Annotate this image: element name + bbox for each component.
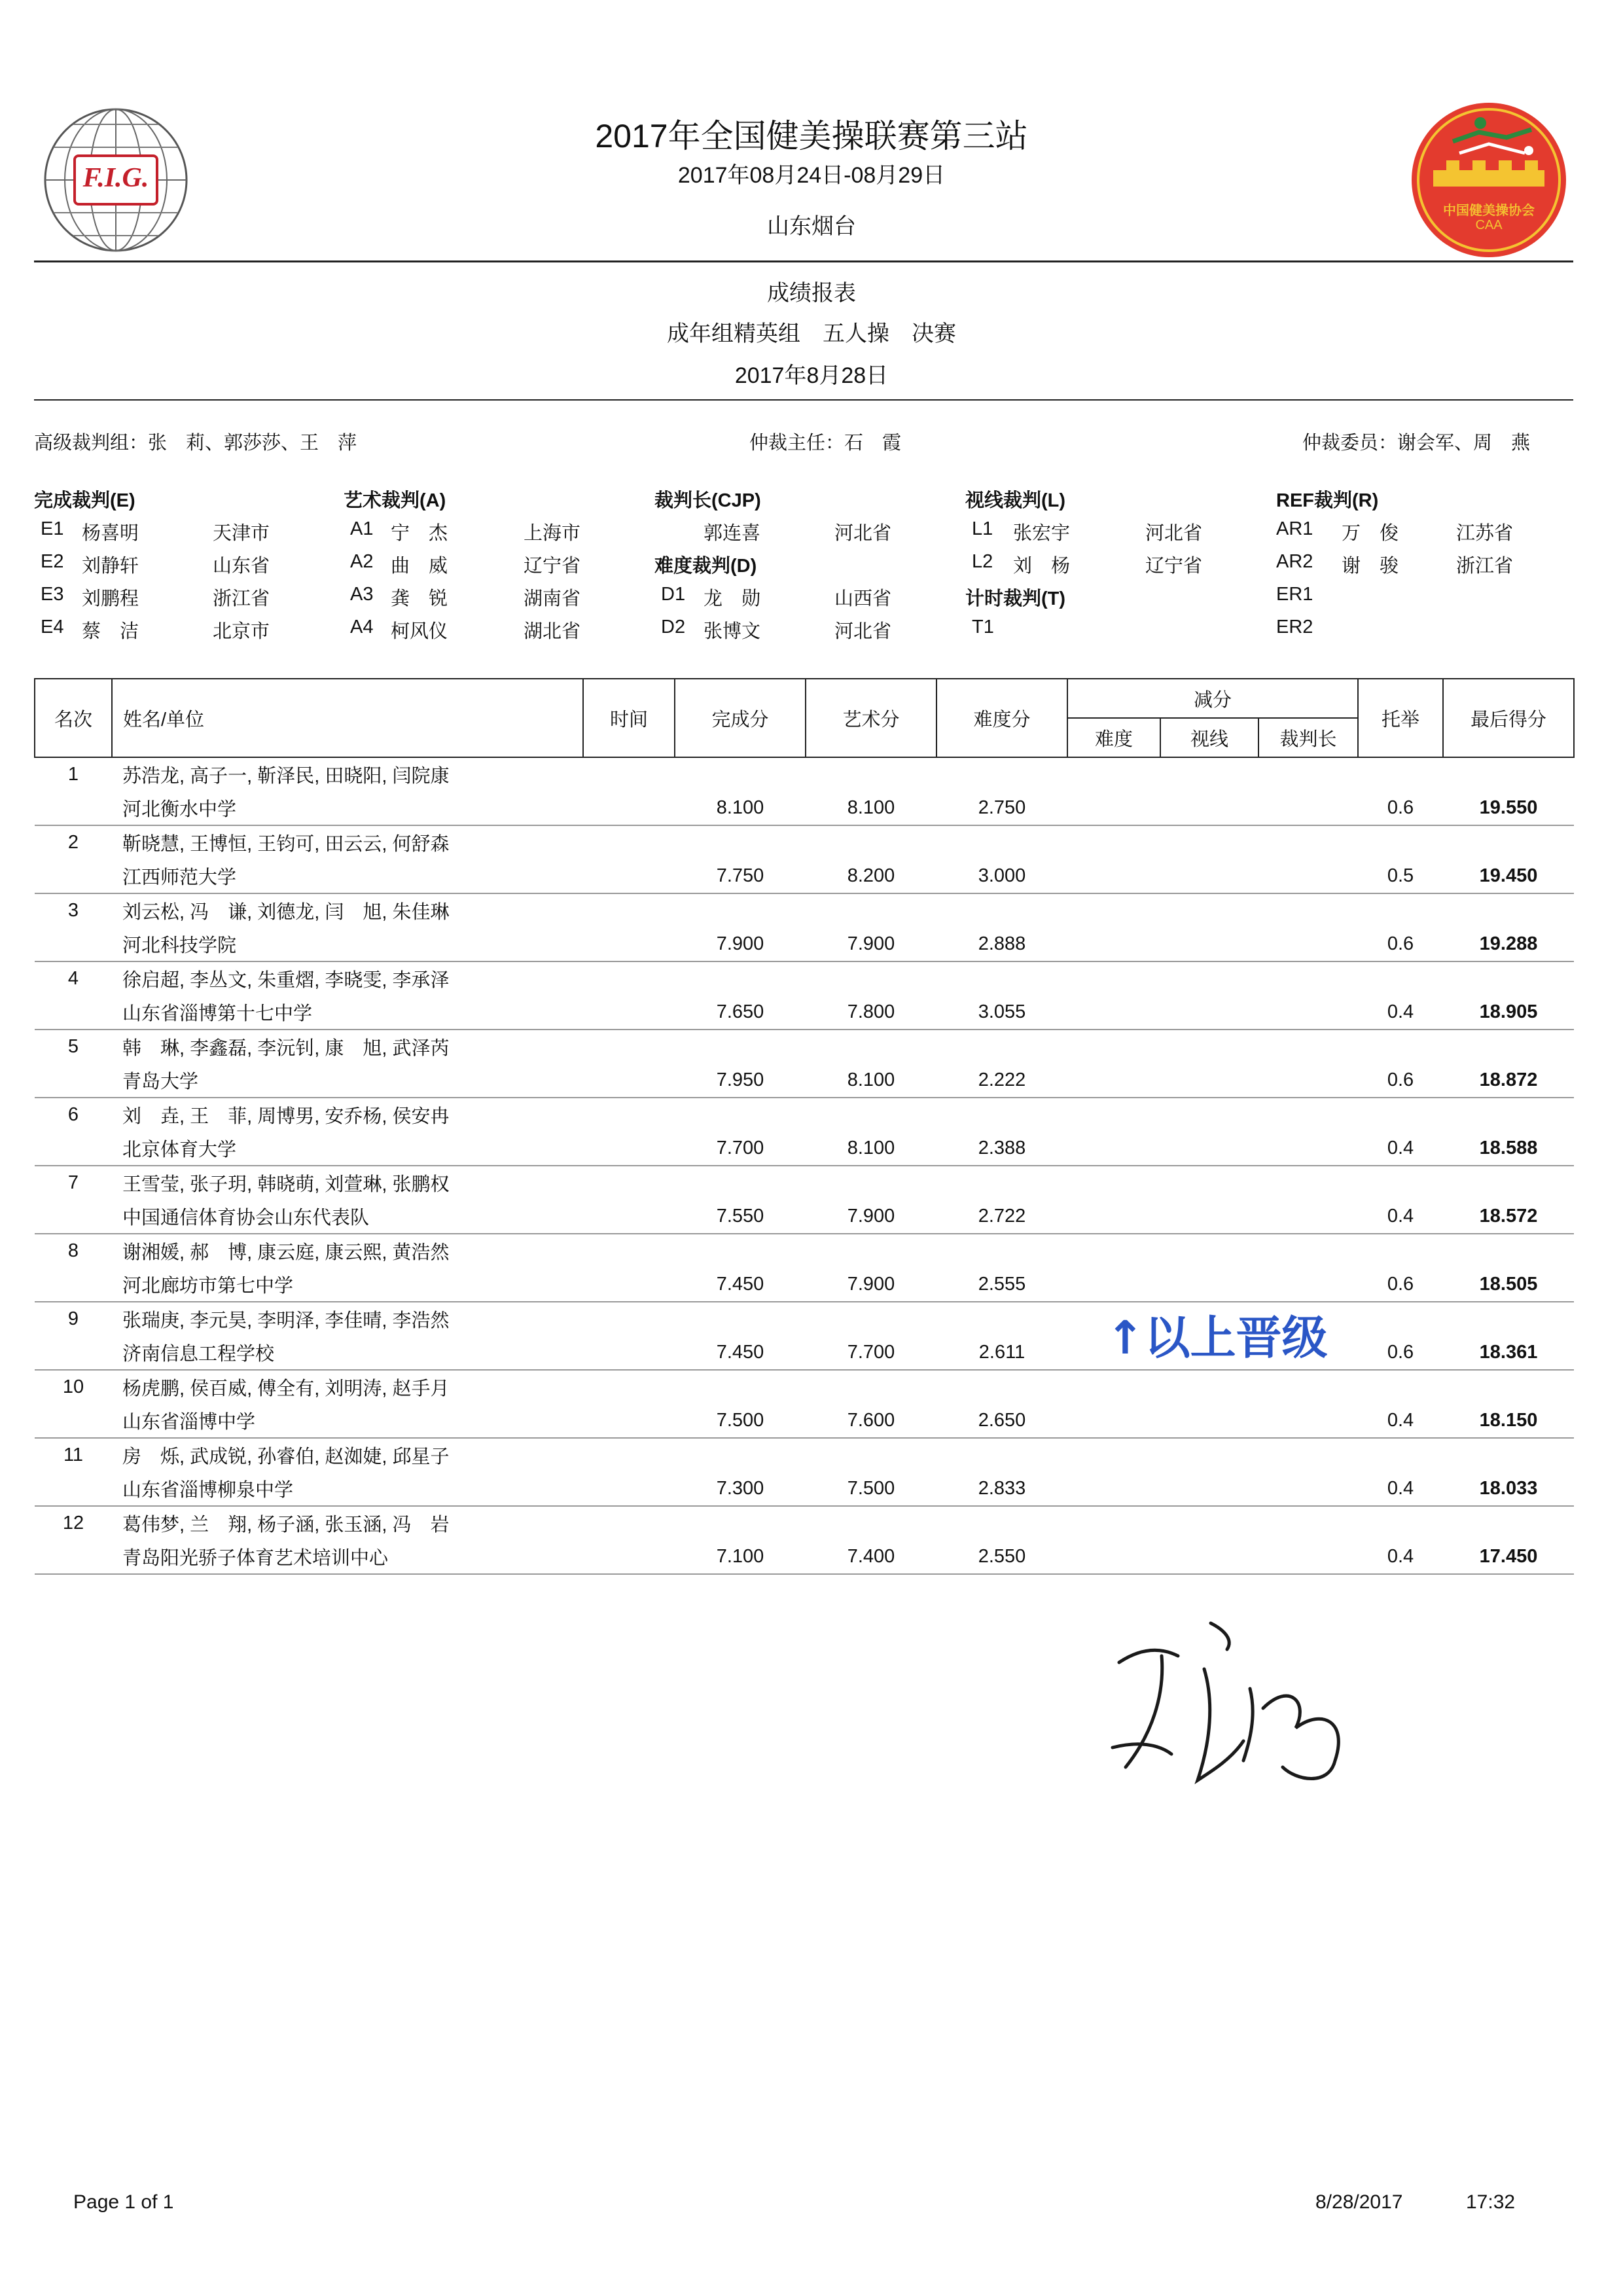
report-category: 成年组精英组 五人操 决赛 [667,321,956,346]
judge-region: 上海市 [524,523,581,544]
table-row [35,1064,1574,1098]
judge-name: 杨喜明 [82,523,139,544]
names-cell: 韩 琳, 李鑫磊, 李沅钊, 康 旭, 武泽芮 [122,1038,450,1059]
lift-cell: 0.6 [1358,791,1443,825]
table-row [35,757,1574,791]
lift-cell: 0.4 [1358,996,1443,1030]
judge-region: 河北省 [1145,523,1203,544]
judge-code: A1 [350,518,374,539]
header-rank: 名次 [35,679,112,757]
report-date: 2017年8月28日 [734,363,889,388]
judge-code: E1 [41,518,64,539]
execution-cell: 7.300 [675,1472,806,1506]
artistic-cell: 8.100 [806,1064,936,1098]
judge-region: 山东省 [213,556,270,577]
unit-cell: 山东省淄博柳泉中学 [112,1472,583,1506]
judge-name: 刘鹏程 [82,588,139,609]
difficulty-cell: 3.055 [936,996,1067,1030]
judge-name: 曲 威 [391,556,448,577]
execution-cell: 7.750 [675,859,806,893]
judge-name: 刘静轩 [82,556,139,577]
rank-cell: 12 [62,1513,84,1534]
arrow-up-icon: ↑ [1106,1311,1145,1365]
event-dates: 2017年08月24日-08月29日 [677,163,946,188]
final-score-cell: 18.572 [1443,1200,1574,1234]
names-cell: 杨虎鹏, 侯百威, 傅全有, 刘明涛, 赵手月 [122,1378,450,1399]
rank-cell: 4 [67,968,79,989]
judge-region: 天津市 [213,523,270,544]
difficulty-cell: 2.550 [936,1540,1067,1574]
final-score-cell: 18.361 [1443,1336,1574,1370]
judge-code: L1 [972,518,993,539]
timer-panel-title: 计时裁判(T) [965,588,1066,609]
difficulty-cell: 2.833 [936,1472,1067,1506]
table-row [35,791,1574,825]
difficulty-panel-title: 难度裁判(D) [654,556,757,577]
lift-cell: 0.4 [1358,1200,1443,1234]
final-score-cell: 18.505 [1443,1268,1574,1302]
event-title: 2017年全国健美操联赛第三站 [595,118,1028,154]
artistic-cell: 8.100 [806,791,936,825]
fig-logo-text: F.I.G. [82,163,149,193]
artistic-panel-title: 艺术裁判(A) [344,490,446,511]
event-location: 山东烟台 [767,214,856,239]
artistic-cell: 7.900 [806,1200,936,1234]
judge-name: 张博文 [704,621,761,642]
judge-code: E2 [41,551,64,572]
lift-cell: 0.4 [1358,1540,1443,1574]
artistic-cell: 7.400 [806,1540,936,1574]
judge-code: AR2 [1276,551,1313,572]
table-row [35,1404,1574,1438]
execution-cell: 8.100 [675,791,806,825]
table-row [35,1200,1574,1234]
judge-region: 河北省 [834,523,892,544]
names-cell: 葛伟梦, 兰 翔, 杨子涵, 张玉涵, 冯 岩 [122,1515,450,1535]
final-score-cell: 19.550 [1443,791,1574,825]
table-row [35,996,1574,1030]
table-row [35,927,1574,961]
chief-arbiter: 仲裁主任：石 霞 [749,433,902,454]
artistic-cell: 7.600 [806,1404,936,1438]
judge-code: E4 [41,617,64,637]
judge-code: A2 [350,551,374,572]
table-row [35,1438,1574,1472]
difficulty-cell: 2.650 [936,1404,1067,1438]
unit-cell: 山东省淄博中学 [112,1404,583,1438]
chief-judge-title: 裁判长(CJP) [654,490,761,511]
senior-judges: 高级裁判组：张 莉、郭莎莎、王 萍 [34,433,357,454]
promotion-annotation [1106,1301,1328,1367]
table-row [35,1132,1574,1166]
names-cell: 王雪莹, 张子玥, 韩晓萌, 刘萱琳, 张鹏权 [122,1174,450,1195]
difficulty-cell: 2.888 [936,927,1067,961]
lift-cell: 0.4 [1358,1404,1443,1438]
judge-name: 柯风仪 [391,621,448,642]
table-row [35,1098,1574,1132]
line-panel-title: 视线裁判(L) [965,490,1066,511]
results-body [35,757,1574,1574]
difficulty-cell: 2.388 [936,1132,1067,1166]
header-artistic: 艺术分 [806,679,936,757]
judge-region: 山西省 [834,588,892,609]
difficulty-cell: 2.611 [936,1336,1067,1370]
judge-name: 龚 锐 [391,588,448,609]
execution-cell: 7.950 [675,1064,806,1098]
report-title: 成绩报表 [767,281,856,306]
names-cell: 靳晓慧, 王博恒, 王钧可, 田云云, 何舒森 [122,834,450,855]
header-name-unit: 姓名/单位 [112,679,583,757]
unit-cell: 山东省淄博第十七中学 [112,996,583,1030]
rank-cell: 10 [62,1376,84,1397]
artistic-cell: 8.100 [806,1132,936,1166]
judge-name: 郭连喜 [704,523,761,544]
artistic-cell: 7.800 [806,996,936,1030]
judge-code: AR1 [1276,518,1313,539]
table-row [35,1370,1574,1404]
footer-date: 8/28/2017 [1315,2191,1403,2213]
judge-code: A3 [350,584,374,605]
report-divider [34,399,1573,401]
table-row [35,1268,1574,1302]
header-final: 最后得分 [1443,679,1574,757]
final-score-cell: 18.872 [1443,1064,1574,1098]
caa-logo-text: 中国健美操协会 [1443,204,1535,218]
table-row [35,859,1574,893]
final-score-cell: 17.450 [1443,1540,1574,1574]
unit-cell: 青岛阳光骄子体育艺术培训中心 [112,1540,583,1574]
names-cell: 刘云松, 冯 谦, 刘德龙, 闫 旭, 朱佳琳 [122,902,450,923]
header-deductions: 减分 [1067,679,1358,718]
artistic-cell: 7.900 [806,927,936,961]
caa-logo-sub: CAA [1475,218,1503,232]
artistic-cell: 7.900 [806,1268,936,1302]
execution-cell: 7.700 [675,1132,806,1166]
difficulty-cell: 2.722 [936,1200,1067,1234]
rank-cell: 1 [67,764,79,785]
header-difficulty: 难度分 [936,679,1067,757]
names-cell: 张瑞庚, 李元昊, 李明泽, 李佳晴, 李浩然 [122,1310,450,1331]
judge-region: 江苏省 [1456,523,1514,544]
names-cell: 房 烁, 武成锐, 孙睿伯, 赵洳婕, 邱星子 [122,1446,450,1467]
judge-code: E3 [41,584,64,605]
table-row [35,893,1574,927]
difficulty-cell: 2.750 [936,791,1067,825]
names-cell: 苏浩龙, 高子一, 靳泽民, 田晓阳, 闫院康 [122,766,450,787]
execution-cell: 7.900 [675,927,806,961]
unit-cell: 济南信息工程学校 [112,1336,583,1370]
judge-name: 龙 勋 [704,588,761,609]
artistic-cell: 8.200 [806,859,936,893]
difficulty-cell: 2.222 [936,1064,1067,1098]
unit-cell: 河北衡水中学 [112,791,583,825]
judge-region: 湖北省 [524,621,581,642]
header-time: 时间 [583,679,675,757]
rank-cell: 2 [67,832,79,853]
header-execution: 完成分 [675,679,806,757]
judge-code: L2 [972,551,993,572]
unit-cell: 河北廊坊市第七中学 [112,1268,583,1302]
execution-cell: 7.100 [675,1540,806,1574]
judge-code: T1 [972,617,994,637]
table-row [35,1336,1574,1370]
rank-cell: 5 [67,1036,79,1057]
judge-name: 张宏宇 [1013,523,1071,544]
judge-code: ER1 [1276,584,1313,605]
final-score-cell: 18.150 [1443,1404,1574,1438]
final-score-cell: 18.905 [1443,996,1574,1030]
table-row [35,1234,1574,1268]
unit-cell: 北京体育大学 [112,1132,583,1166]
judge-region: 浙江省 [213,588,270,609]
difficulty-cell: 3.000 [936,859,1067,893]
table-row [35,1472,1574,1506]
arbiters: 仲裁委员：谢会军、周 燕 [1302,433,1531,454]
judge-region: 辽宁省 [1145,556,1203,577]
footer-page: Page 1 of 1 [73,2191,174,2213]
final-score-cell: 18.588 [1443,1132,1574,1166]
table-row [35,825,1574,859]
rank-cell: 3 [67,900,79,921]
judge-region: 辽宁省 [524,556,581,577]
judge-region: 浙江省 [1456,556,1514,577]
lift-cell: 0.4 [1358,1472,1443,1506]
judge-name: 谢 骏 [1342,556,1399,577]
lift-cell: 0.6 [1358,1336,1443,1370]
judge-region: 北京市 [213,621,270,642]
final-score-cell: 19.288 [1443,927,1574,961]
names-cell: 徐启超, 李丛文, 朱重熠, 李晓雯, 李承泽 [122,970,450,991]
header-ded-line: 视线 [1160,718,1258,757]
rank-cell: 9 [67,1308,79,1329]
judge-region: 湖南省 [524,588,581,609]
table-row [35,1540,1574,1574]
judge-code: D2 [661,617,686,637]
artistic-cell: 7.700 [806,1336,936,1370]
final-score-cell: 19.450 [1443,859,1574,893]
execution-cell: 7.500 [675,1404,806,1438]
artistic-cell: 7.500 [806,1472,936,1506]
judge-name: 万 俊 [1342,523,1399,544]
judge-code: ER2 [1276,617,1313,637]
execution-panel-title: 完成裁判(E) [34,490,135,511]
judge-code: A4 [350,617,374,637]
rank-cell: 8 [67,1240,79,1261]
table-row [35,961,1574,996]
unit-cell: 江西师范大学 [112,859,583,893]
table-row [35,1302,1574,1336]
results-table [34,678,1575,1575]
judge-name: 刘 杨 [1013,556,1071,577]
difficulty-cell: 2.555 [936,1268,1067,1302]
table-row [35,1166,1574,1200]
lift-cell: 0.5 [1358,859,1443,893]
execution-cell: 7.550 [675,1200,806,1234]
judge-region: 河北省 [834,621,892,642]
unit-cell: 青岛大学 [112,1064,583,1098]
header-divider [34,260,1573,262]
judge-name: 宁 杰 [391,523,448,544]
execution-cell: 7.450 [675,1336,806,1370]
footer-time: 17:32 [1466,2191,1516,2213]
rank-cell: 11 [63,1444,84,1465]
unit-cell: 河北科技学院 [112,927,583,961]
rank-cell: 6 [67,1104,79,1125]
header-ded-difficulty: 难度 [1067,718,1160,757]
lift-cell: 0.6 [1358,927,1443,961]
judge-code: D1 [661,584,686,605]
table-row [35,1506,1574,1540]
lift-cell: 0.6 [1358,1268,1443,1302]
header-lift: 托举 [1358,679,1443,757]
execution-cell: 7.450 [675,1268,806,1302]
names-cell: 刘 垚, 王 菲, 周博男, 安乔杨, 侯安冉 [122,1106,450,1127]
unit-cell: 中国通信体育协会山东代表队 [112,1200,583,1234]
table-row [35,1030,1574,1064]
lift-cell: 0.4 [1358,1132,1443,1166]
header-ded-chief: 裁判长 [1258,718,1358,757]
final-score-cell: 18.033 [1443,1472,1574,1506]
promotion-label: 以上晋级 [1144,1311,1328,1365]
judge-name: 蔡 洁 [82,621,139,642]
execution-cell: 7.650 [675,996,806,1030]
ref-panel-title: REF裁判(R) [1276,490,1379,511]
names-cell: 谢湘媛, 郝 博, 康云庭, 康云熙, 黄浩然 [122,1242,450,1263]
rank-cell: 7 [67,1172,79,1193]
lift-cell: 0.6 [1358,1064,1443,1098]
signature [1099,1610,1361,1820]
